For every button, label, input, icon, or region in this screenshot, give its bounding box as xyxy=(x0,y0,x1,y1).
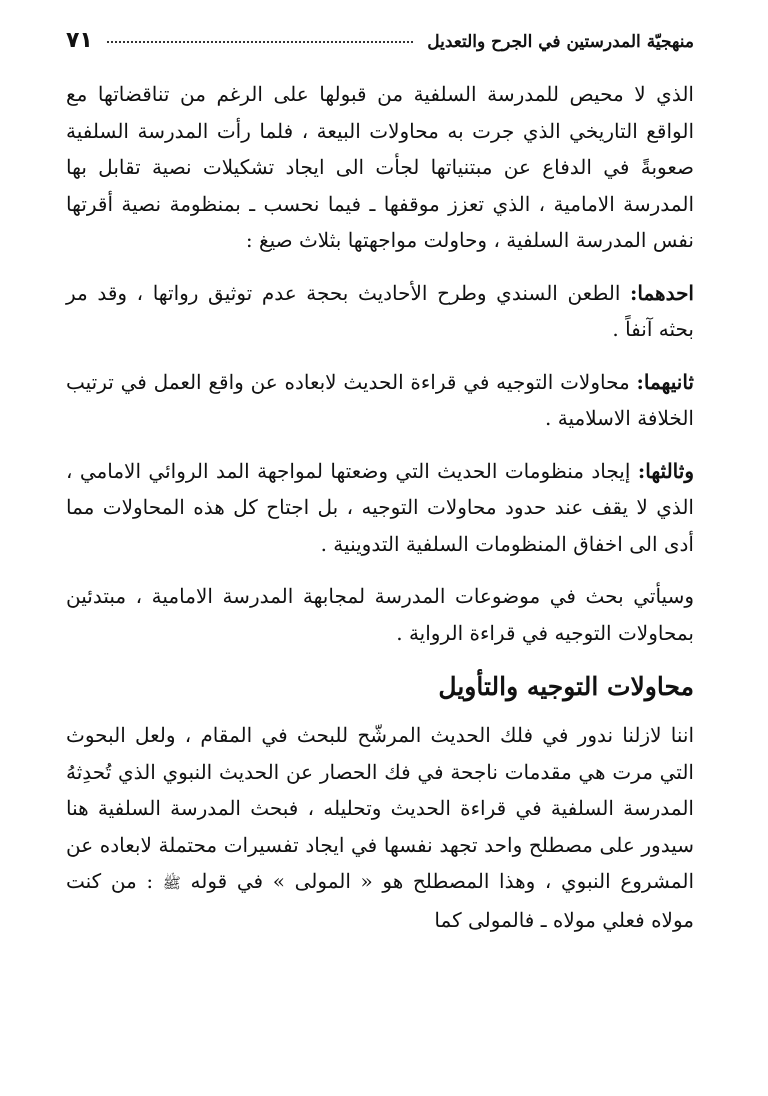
third-point-paragraph xyxy=(66,453,694,563)
next-section-paragraph: وسيأتي بحث في موضوعات المدرسة لمجابهة المدرسة الامامية ، مبتدئين بمحاولات التوجيه في قراءة الرواية . xyxy=(66,584,694,645)
intro-paragraph: الذي لا محيص للمدرسة السلفية من قبولها على الرغم من تناقضاتها مع الواقع التاريخي الذي جرت به محاولات البيعة ، فلما رأت المدرسة السلفية صعوبةً في الدفاع عن مبتنياتها لجأت الى ايجاد تشكيلات نصية تقابل بها المدرسة الامامية ، الذي تعزز موقفها ـ فيما نحسب ـ بمنظومة نصية أقرتها نفس المدرسة السلفية ، وحاولت مواجهتها بثلاث صيغ : xyxy=(66,82,694,252)
last-paragraph xyxy=(66,717,694,938)
running-title: منهجيّة المدرستين في الجرح والتعديل xyxy=(427,32,694,52)
last-paragraph-start: اننا لازلنا ندور في فلك الحديث المرشّح للبحث في المقام ، ولعل البحوث التي مرت هي مقدمات ناجحة في فك الحصار عن الحديث النبوي الذي تُحدِثهُ المدرسة السلفية في قراءة الحديث وتحليله ، فبحث المدرسة السلفية هنا سيدور على مصطلح واحد تجهد نفسها في ايجاد تفسيرات محتملة لابعاده عن المشروع النبوي ، وهذا المصطلح هو « المولى » في قوله xyxy=(66,723,695,893)
page-number: ٧١ xyxy=(66,28,93,53)
third-point-text: إيجاد منظومات الحديث التي وضعتها لمواجهة المد الروائي الامامي ، الذي لا يقف عند حدود محاولات التوجيه ، بل اجتاح كل هذه المحاولات مما أدى الى اخفاق المنظومات السلفية التدوينية . xyxy=(66,458,694,556)
honorific-glyph: ﷺ xyxy=(162,874,181,892)
page-header xyxy=(66,28,694,64)
last-paragraph-end: : من كنت مولاه فعلي مولاه ـ فالمولى كما xyxy=(66,869,694,932)
second-point-paragraph xyxy=(66,364,694,437)
second-point-text: محاولات التوجيه في قراءة الحديث لابعاده عن واقع العمل في ترتيب الخلافة الاسلامية . xyxy=(66,369,694,430)
first-point-label: احدهما: xyxy=(629,280,694,305)
section-heading: محاولات التوجيه والتأويل xyxy=(438,672,694,701)
first-point-text: الطعن السندي وطرح الأحاديث بحجة عدم توثيق رواتها ، وقد مر بحثه آنفاً . xyxy=(66,280,694,341)
third-point-label: وثالثها: xyxy=(637,458,694,483)
second-point-label: ثانيهما: xyxy=(636,369,694,394)
header-leader-dots xyxy=(107,41,413,43)
first-point-paragraph xyxy=(66,275,694,348)
